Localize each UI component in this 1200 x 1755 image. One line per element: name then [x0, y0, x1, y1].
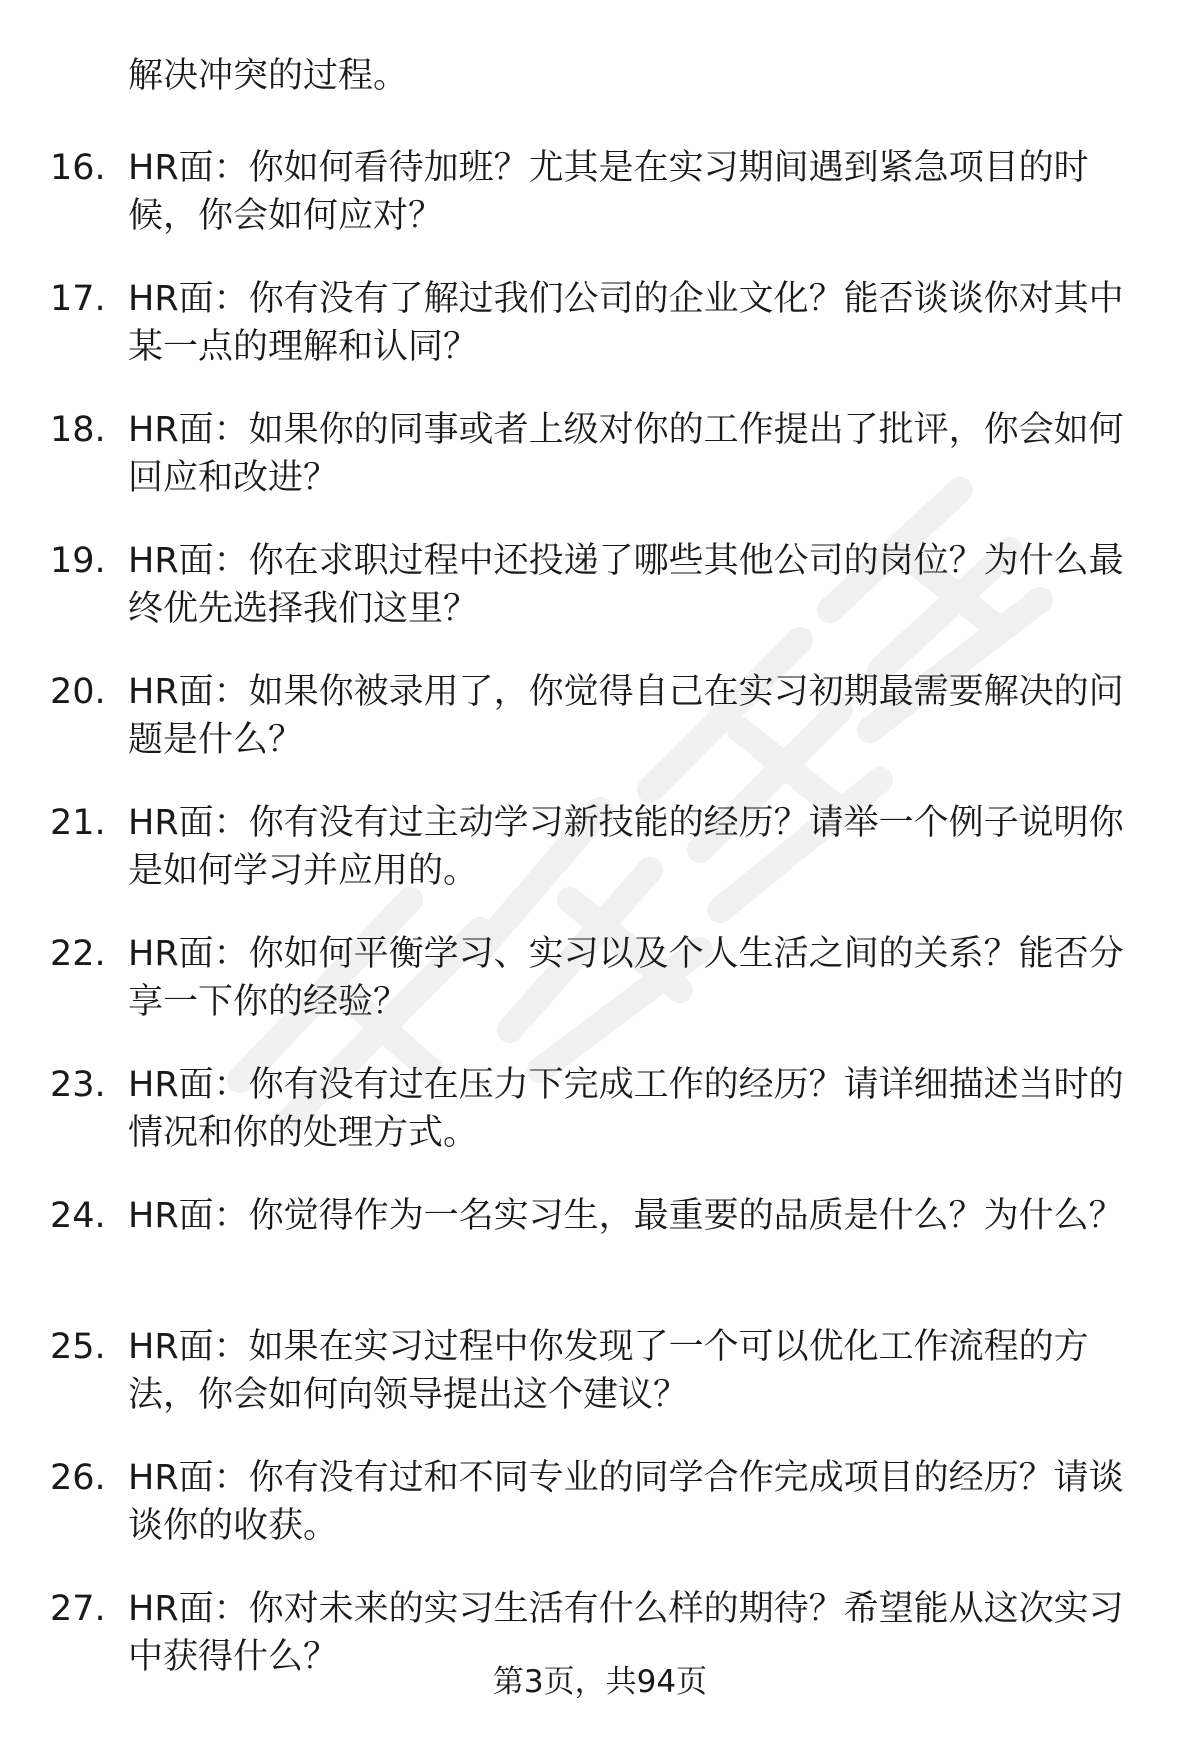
- question-item: [0, 275, 1200, 406]
- question-number: 22.: [50, 934, 106, 974]
- question-text: HR面：如果你的同事或者上级对你的工作提出了批评，你会如何回应和改进？: [128, 410, 1124, 498]
- question-item: [0, 406, 1200, 537]
- question-number: 24.: [50, 1196, 106, 1236]
- question-number: 23.: [50, 1065, 106, 1105]
- question-number: 17.: [50, 279, 106, 319]
- question-item: [0, 537, 1200, 668]
- question-item: [0, 1061, 1200, 1192]
- question-item: [0, 668, 1200, 799]
- question-text: HR面：你觉得作为一名实习生，最重要的品质是什么？为什么？: [128, 1196, 1124, 1236]
- question-number: 20.: [50, 672, 106, 712]
- question-item: [0, 799, 1200, 930]
- question-text: HR面：你如何看待加班？尤其是在实习期间遇到紧急项目的时候，你会如何应对？: [128, 148, 1089, 236]
- question-text: HR面：你有没有过主动学习新技能的经历？请举一个例子说明你是如何学习并应用的。: [128, 803, 1124, 891]
- question-text: HR面：如果在实习过程中你发现了一个可以优化工作流程的方法，你会如何向领导提出这个建议？: [128, 1327, 1089, 1415]
- question-number: 27.: [50, 1589, 106, 1629]
- question-text: HR面：你如何平衡学习、实习以及个人生活之间的关系？能否分享一下你的经验？: [128, 934, 1124, 1022]
- question-number: 21.: [50, 803, 106, 843]
- question-text: HR面：你有没有过和不同专业的同学合作完成项目的经历？请谈谈你的收获。: [128, 1458, 1124, 1546]
- continuation-text: 解决冲突的过程。: [128, 56, 409, 96]
- question-number: 18.: [50, 410, 106, 450]
- question-item: [0, 1454, 1200, 1585]
- question-number: 26.: [50, 1458, 106, 1498]
- question-text: HR面：你有没有过在压力下完成工作的经历？请详细描述当时的情况和你的处理方式。: [128, 1065, 1124, 1153]
- question-number: 25.: [50, 1327, 106, 1367]
- question-number: 16.: [50, 148, 106, 188]
- question-text: HR面：你对未来的实习生活有什么样的期待？希望能从这次实习中获得什么？: [128, 1589, 1124, 1677]
- question-number: 19.: [50, 541, 106, 581]
- question-item: [0, 1323, 1200, 1454]
- question-text: HR面：你有没有了解过我们公司的企业文化？能否谈谈你对其中某一点的理解和认同？: [128, 279, 1124, 367]
- question-list: [0, 144, 1200, 1716]
- question-item: [0, 144, 1200, 275]
- question-text: HR面：你在求职过程中还投递了哪些其他公司的岗位？为什么最终优先选择我们这里？: [128, 541, 1124, 629]
- page-number-footer: 第3页，共94页: [492, 1664, 708, 1700]
- question-text: HR面：如果你被录用了，你觉得自己在实习初期最需要解决的问题是什么？: [128, 672, 1124, 760]
- question-item: [0, 1192, 1200, 1323]
- question-item: [0, 930, 1200, 1061]
